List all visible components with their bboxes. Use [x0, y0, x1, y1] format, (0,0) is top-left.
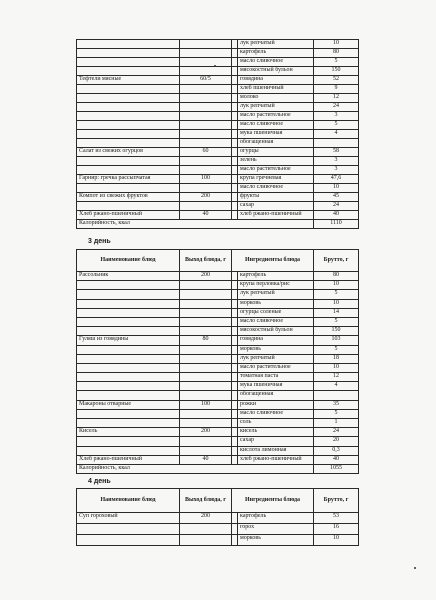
yield-cell: 200 [180, 513, 232, 524]
ingredient-cell: масло растительное [238, 363, 314, 372]
gross-weight-cell: 4 [314, 130, 359, 139]
gross-weight-cell: 14 [314, 308, 359, 317]
menu-table-day4 [76, 488, 359, 546]
dish-name-cell [77, 363, 180, 372]
table-row [77, 157, 359, 166]
table-row [77, 317, 359, 326]
yield-cell [180, 290, 232, 299]
ingredient-cell: говядина [238, 336, 314, 345]
yield-cell: 40 [180, 455, 232, 464]
gross-weight-cell: 24 [314, 202, 359, 211]
gross-weight-cell: 5 [314, 409, 359, 418]
yield-cell [180, 419, 232, 428]
dish-name-cell [77, 103, 180, 112]
header-dish-name: Наименование блюд [77, 250, 180, 272]
yield-cell [180, 40, 232, 49]
header-yield: Выход блюда, г [180, 250, 232, 272]
table-row [77, 94, 359, 103]
dish-name-cell [77, 94, 180, 103]
table-row [77, 85, 359, 94]
ingredient-cell: горох [238, 524, 314, 535]
dish-name-cell: Гарнир: гречка рассыпчатая [77, 175, 180, 184]
gross-weight-cell: 47,6 [314, 175, 359, 184]
table-row [77, 202, 359, 211]
table-row [77, 455, 359, 464]
scan-speck [214, 65, 216, 67]
ingredient-cell: морковь [238, 345, 314, 354]
ingredient-cell: масло сливочное [238, 121, 314, 130]
yield-cell: 100 [180, 400, 232, 409]
dish-name-cell [77, 391, 180, 400]
yield-cell [180, 345, 232, 354]
dish-name-cell [77, 290, 180, 299]
gross-weight-cell: 80 [314, 272, 359, 281]
table-row [77, 184, 359, 193]
yield-cell [180, 139, 232, 148]
table-row [77, 400, 359, 409]
yield-cell [180, 112, 232, 121]
ingredient-cell: лук репчатый [238, 40, 314, 49]
ingredient-cell: лук репчатый [238, 354, 314, 363]
dish-name-cell [77, 409, 180, 418]
yield-cell [180, 58, 232, 67]
calorie-row [77, 464, 359, 473]
table-header-row [77, 250, 359, 272]
dish-name-cell [77, 524, 180, 535]
table-row [77, 193, 359, 202]
table-body [77, 513, 359, 546]
ingredient-cell: мука пшеничная [238, 382, 314, 391]
dish-name-cell: Макароны отварные [77, 400, 180, 409]
gross-weight-cell: 103 [314, 336, 359, 345]
table-row [77, 363, 359, 372]
table-row [77, 446, 359, 455]
dish-name-cell [77, 446, 180, 455]
table-row [77, 148, 359, 157]
gross-weight-cell: 10 [314, 184, 359, 193]
scan-speck [414, 567, 416, 569]
gross-weight-cell: 40 [314, 211, 359, 220]
ingredient-cell: мясокостный бульон [238, 67, 314, 76]
ingredient-cell: молоко [238, 94, 314, 103]
dish-name-cell [77, 354, 180, 363]
header-gross: Брутто, г [314, 250, 359, 272]
table-row [77, 308, 359, 317]
table-body [77, 272, 359, 474]
table-row [77, 112, 359, 121]
dish-name-cell [77, 202, 180, 211]
ingredient-cell: томатная паста [238, 373, 314, 382]
gross-weight-cell: 10 [314, 535, 359, 546]
menu-table-day3 [76, 249, 359, 474]
table-row [77, 513, 359, 524]
dish-name-cell: Кисель [77, 428, 180, 437]
table-row [77, 437, 359, 446]
gross-weight-cell: 12 [314, 373, 359, 382]
yield-cell: 100 [180, 175, 232, 184]
dish-name-cell [77, 184, 180, 193]
gross-weight-cell: 20 [314, 437, 359, 446]
ingredient-cell: кисель [238, 428, 314, 437]
dish-name-cell [77, 373, 180, 382]
yield-cell [180, 382, 232, 391]
dish-name-cell [77, 121, 180, 130]
ingredient-cell: мясокостный бульон [238, 327, 314, 336]
gross-weight-cell: 10 [314, 299, 359, 308]
yield-cell [180, 524, 232, 535]
dish-name-cell [77, 166, 180, 175]
yield-cell [180, 103, 232, 112]
ingredient-cell: фрукты [238, 193, 314, 202]
gross-weight-cell: 16 [314, 524, 359, 535]
yield-cell [180, 157, 232, 166]
ingredient-cell: хлеб пшеничный [238, 85, 314, 94]
gross-weight-cell: 10 [314, 281, 359, 290]
header-ingredients: Ингредиенты блюда [232, 250, 314, 272]
dish-name-cell [77, 112, 180, 121]
yield-cell [180, 67, 232, 76]
table-row [77, 290, 359, 299]
ingredient-cell: сахар [238, 437, 314, 446]
table-row [77, 428, 359, 437]
yield-cell [180, 373, 232, 382]
table-row [77, 409, 359, 418]
table-row [77, 272, 359, 281]
table-row [77, 281, 359, 290]
ingredient-cell: соль [238, 419, 314, 428]
dish-name-cell [77, 281, 180, 290]
gross-weight-cell: 4 [314, 382, 359, 391]
gross-weight-cell: 12 [314, 94, 359, 103]
dish-name-cell: Компот из свежих фруктов [77, 193, 180, 202]
yield-cell [180, 121, 232, 130]
gross-weight-cell: 24 [314, 103, 359, 112]
calorie-value: 1055 [314, 464, 359, 473]
day-3-heading: 3 день [88, 238, 111, 245]
ingredient-cell: картофель [238, 513, 314, 524]
ingredient-cell: хлеб ржано-пшеничный [238, 455, 314, 464]
ingredient-cell: крупа гречневая [238, 175, 314, 184]
table-row [77, 354, 359, 363]
ingredient-cell: масло сливочное [238, 58, 314, 67]
ingredient-cell: морковь [238, 535, 314, 546]
yield-cell [180, 317, 232, 326]
gross-weight-cell: 9 [314, 85, 359, 94]
dish-name-cell [77, 299, 180, 308]
yield-cell [180, 363, 232, 372]
gross-weight-cell: 5 [314, 290, 359, 299]
ingredient-cell: огурцы соленые [238, 308, 314, 317]
table-row [77, 130, 359, 139]
header-ingredients: Ингредиенты блюда [232, 489, 314, 513]
yield-cell [180, 130, 232, 139]
yield-cell [180, 437, 232, 446]
gross-weight-cell: 52 [314, 76, 359, 85]
yield-cell [180, 446, 232, 455]
dish-name-cell [77, 85, 180, 94]
table-row [77, 103, 359, 112]
ingredient-cell: картофель [238, 49, 314, 58]
calorie-label: Калорийность, ккал [77, 464, 314, 473]
table-row [77, 139, 359, 148]
dish-name-cell [77, 139, 180, 148]
yield-cell: 80 [180, 336, 232, 345]
gross-weight-cell [314, 391, 359, 400]
table-row [77, 535, 359, 546]
gross-weight-cell: 40 [314, 455, 359, 464]
yield-cell [180, 299, 232, 308]
table-row [77, 76, 359, 85]
ingredient-cell: хлеб ржано-пшеничный [238, 211, 314, 220]
yield-cell: 200 [180, 193, 232, 202]
dish-name-cell [77, 345, 180, 354]
yield-cell [180, 409, 232, 418]
gross-weight-cell: 10 [314, 363, 359, 372]
ingredient-cell: масло растительное [238, 166, 314, 175]
gross-weight-cell: 58 [314, 148, 359, 157]
dish-name-cell [77, 419, 180, 428]
yield-cell [180, 166, 232, 175]
ingredient-cell: картофель [238, 272, 314, 281]
ingredient-cell: масло сливочное [238, 184, 314, 193]
calorie-value: 1110 [314, 220, 359, 229]
gross-weight-cell: 3 [314, 157, 359, 166]
ingredient-cell: мука пшеничная [238, 130, 314, 139]
dish-name-cell: Хлеб ржано-пшеничный [77, 455, 180, 464]
table-row [77, 121, 359, 130]
gross-weight-cell: 150 [314, 67, 359, 76]
yield-cell: 60 [180, 148, 232, 157]
table-row [77, 175, 359, 184]
ingredient-cell: кислота лимонная [238, 446, 314, 455]
gross-weight-cell: 3 [314, 166, 359, 175]
gross-weight-cell: 35 [314, 400, 359, 409]
gross-weight-cell: 24 [314, 428, 359, 437]
ingredient-cell: обогащенная [238, 139, 314, 148]
dish-name-cell: Гуляш из говядины [77, 336, 180, 345]
header-yield: Выход блюда, г [180, 489, 232, 513]
table-row [77, 67, 359, 76]
yield-cell: 200 [180, 428, 232, 437]
ingredient-cell: лук репчатый [238, 290, 314, 299]
table-row [77, 211, 359, 220]
yield-cell [180, 49, 232, 58]
dish-name-cell [77, 40, 180, 49]
yield-cell [180, 354, 232, 363]
dish-name-cell [77, 437, 180, 446]
table-row [77, 524, 359, 535]
gross-weight-cell: 53 [314, 513, 359, 524]
dish-name-cell [77, 317, 180, 326]
dish-name-cell [77, 308, 180, 317]
dish-name-cell [77, 157, 180, 166]
table-row [77, 299, 359, 308]
gross-weight-cell: 80 [314, 49, 359, 58]
dish-name-cell [77, 67, 180, 76]
dish-name-cell [77, 49, 180, 58]
dish-name-cell [77, 130, 180, 139]
ingredient-cell: говядина [238, 76, 314, 85]
gross-weight-cell: 5 [314, 345, 359, 354]
table-row [77, 382, 359, 391]
table-row [77, 419, 359, 428]
ingredient-cell: масло растительное [238, 112, 314, 121]
dish-name-cell: Тефтели мясные [77, 76, 180, 85]
table-row [77, 49, 359, 58]
yield-cell [180, 327, 232, 336]
calorie-row [77, 220, 359, 229]
dish-name-cell: Суп гороховый [77, 513, 180, 524]
ingredient-cell: лук репчатый [238, 103, 314, 112]
yield-cell [180, 391, 232, 400]
gross-weight-cell: 5 [314, 317, 359, 326]
ingredient-cell: крупа перловка/рис [238, 281, 314, 290]
gross-weight-cell: 18 [314, 354, 359, 363]
table-row [77, 345, 359, 354]
yield-cell: 40 [180, 211, 232, 220]
day-4-heading: 4 день [88, 478, 111, 485]
ingredient-cell: обогащенная [238, 391, 314, 400]
table-row [77, 336, 359, 345]
gross-weight-cell: 0,3 [314, 446, 359, 455]
ingredient-cell: огурцы [238, 148, 314, 157]
yield-cell [180, 184, 232, 193]
ingredient-cell: морковь [238, 299, 314, 308]
table-body [77, 40, 359, 229]
yield-cell [180, 308, 232, 317]
ingredient-cell: масло сливочное [238, 317, 314, 326]
gross-weight-cell: 3 [314, 112, 359, 121]
gross-weight-cell: 150 [314, 327, 359, 336]
gross-weight-cell: 1 [314, 419, 359, 428]
dish-name-cell [77, 535, 180, 546]
table-row [77, 373, 359, 382]
calorie-label: Калорийность, ккал [77, 220, 314, 229]
dish-name-cell: Салат из свежих огурцов [77, 148, 180, 157]
ingredient-cell: зелень [238, 157, 314, 166]
yield-cell [180, 281, 232, 290]
table-row [77, 166, 359, 175]
ingredient-cell: рожки [238, 400, 314, 409]
yield-cell [180, 202, 232, 211]
yield-cell [180, 94, 232, 103]
dish-name-cell: Хлеб ржано-пшеничный [77, 211, 180, 220]
gross-weight-cell: 10 [314, 40, 359, 49]
ingredient-cell: масло сливочное [238, 409, 314, 418]
dish-name-cell [77, 327, 180, 336]
gross-weight-cell: 5 [314, 121, 359, 130]
gross-weight-cell: 45 [314, 193, 359, 202]
menu-table-day2-continued [76, 39, 359, 229]
table-row [77, 40, 359, 49]
table-row [77, 391, 359, 400]
yield-cell: 60/5 [180, 76, 232, 85]
yield-cell [180, 535, 232, 546]
dish-name-cell [77, 382, 180, 391]
yield-cell [180, 85, 232, 94]
ingredient-cell: сахар [238, 202, 314, 211]
dish-name-cell: Рассольник [77, 272, 180, 281]
header-gross: Брутто, г [314, 489, 359, 513]
gross-weight-cell [314, 139, 359, 148]
table-row [77, 327, 359, 336]
table-header-row [77, 489, 359, 513]
dish-name-cell [77, 58, 180, 67]
table-row [77, 58, 359, 67]
header-dish-name: Наименование блюд [77, 489, 180, 513]
yield-cell: 200 [180, 272, 232, 281]
gross-weight-cell: 5 [314, 58, 359, 67]
